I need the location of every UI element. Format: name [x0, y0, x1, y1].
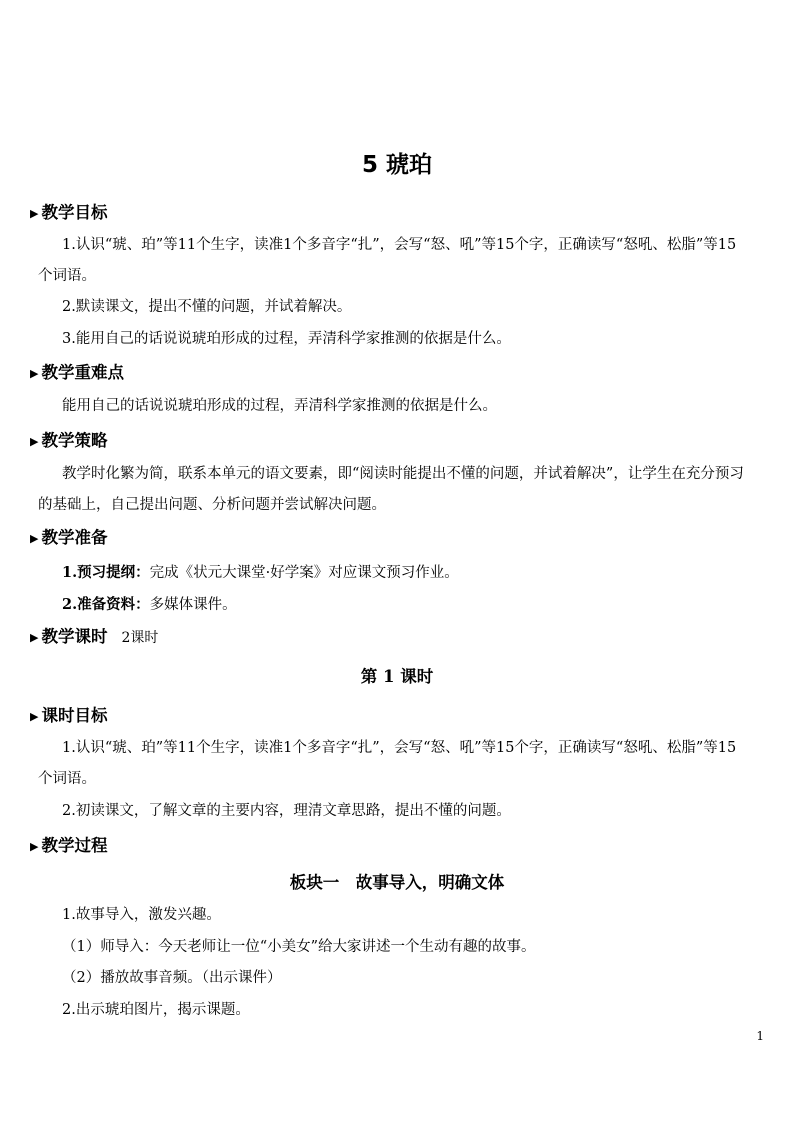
- goal-item-3: 3.能用自己的话说说琥珀形成的过程，弄清科学家推测的依据是什么。: [62, 331, 511, 347]
- process-item-4: 2.出示琥珀图片，揭示课题。: [62, 1002, 250, 1018]
- heading-lesson-goals: ▶ 课时目标: [30, 705, 107, 727]
- lesson-goal-item-1: 1.认识“琥、珀”等11个生字，读准1个多音字“扎”，会写“怒、吼”等15个字，正确读写“怒吼、松脂”等15个词语。: [38, 740, 737, 787]
- heading-goals: ▶ 教学目标: [30, 202, 107, 224]
- triangle-bullet-icon: ▶: [30, 207, 39, 220]
- periods-value: 2课时: [121, 630, 159, 646]
- preparation-item-2: 2.准备资料：多媒体课件。: [62, 596, 237, 613]
- block-title: 板块一 故事导入，明确文体: [289, 873, 505, 892]
- triangle-bullet-icon: ▶: [30, 367, 39, 380]
- preparation-item-1: 1.预习提纲：完成《状元大课堂·好学案》对应课文预习作业。: [62, 564, 459, 581]
- key-points-text: 能用自己的话说说琥珀形成的过程，弄清科学家推测的依据是什么。: [62, 398, 497, 414]
- process-item-1: 1.故事导入，激发兴趣。: [62, 907, 221, 923]
- lesson-goal-item-2: 2.初读课文，了解文章的主要内容，理清文章思路，提出不懂的问题。: [62, 803, 511, 819]
- lesson-title: 第 1 课时: [360, 667, 434, 686]
- triangle-bullet-icon: ▶: [30, 710, 39, 723]
- triangle-bullet-icon: ▶: [30, 631, 39, 644]
- heading-strategy: ▶ 教学策略: [30, 430, 107, 452]
- goal-item-2: 2.默读课文，提出不懂的问题，并试着解决。: [62, 299, 352, 315]
- triangle-bullet-icon: ▶: [30, 840, 39, 853]
- heading-key-points: ▶ 教学重难点: [30, 362, 124, 384]
- triangle-bullet-icon: ▶: [30, 435, 39, 448]
- goal-item-1: 1.认识“琥、珀”等11个生字，读准1个多音字“扎”，会写“怒、吼”等15个字，正确读写“怒吼、松脂”等15个词语。: [38, 237, 737, 284]
- strategy-text: 教学时化繁为简，联系本单元的语文要素，即“阅读时能提出不懂的问题，并试着解决”，让学生在充分预习的基础上，自己提出问题、分析问题并尝试解决问题。: [38, 466, 744, 513]
- page-number: 1: [756, 1029, 764, 1043]
- triangle-bullet-icon: ▶: [30, 532, 39, 545]
- document-title: 5 琥珀: [361, 152, 432, 178]
- heading-periods: ▶ 教学课时 2课时: [30, 626, 158, 648]
- heading-process: ▶ 教学过程: [30, 835, 107, 857]
- heading-preparation: ▶ 教学准备: [30, 527, 107, 549]
- process-item-2: （1）师导入：今天老师让一位“小美女”给大家讲述一个生动有趣的故事。: [62, 939, 536, 955]
- process-item-3: （2）播放故事音频。（出示课件）: [62, 970, 282, 986]
